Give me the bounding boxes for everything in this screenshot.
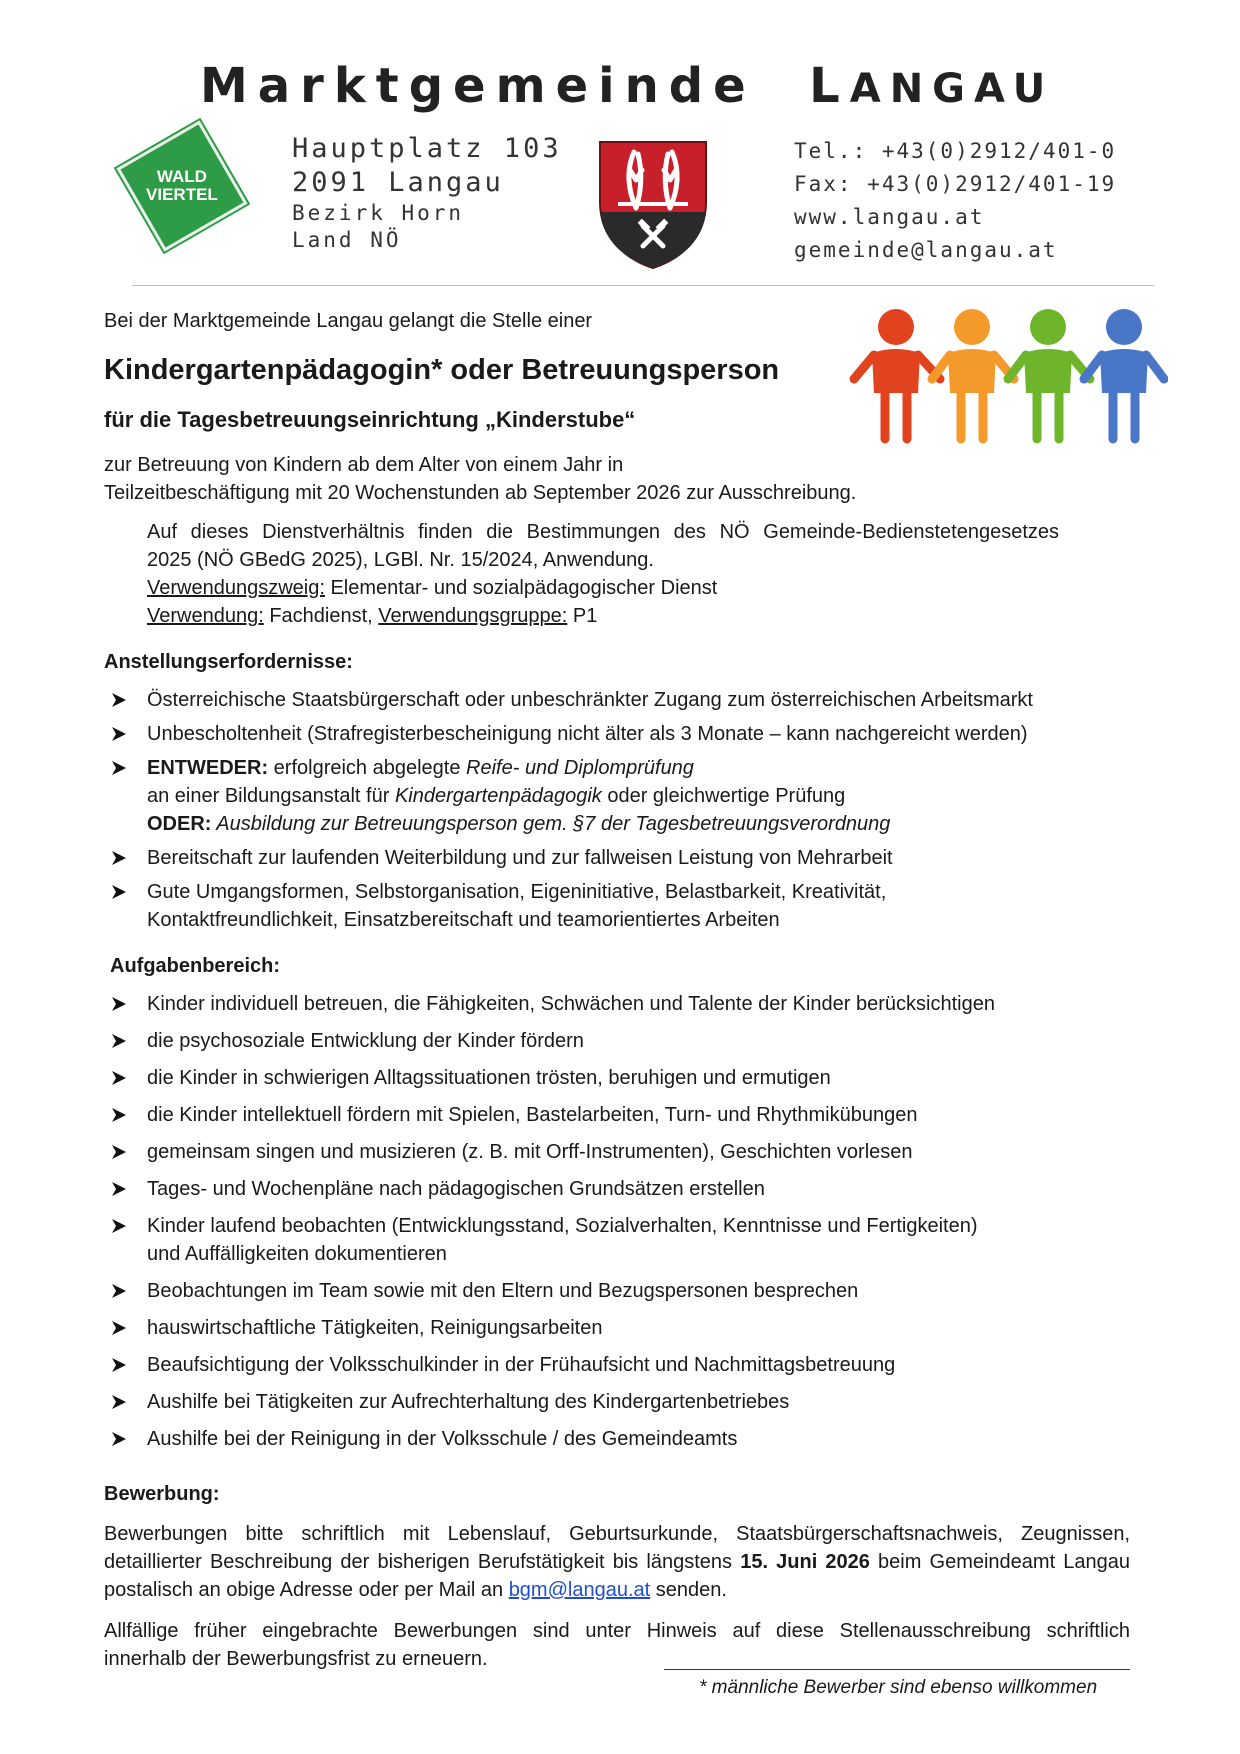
list-item-qualification [104,754,1124,838]
paragraph-text: postalisch an obige Adresse oder per Mail an [104,1579,509,1601]
item-text: Aushilfe bei der Reinigung in der Volksschule / des Gemeindeamts [147,1428,738,1450]
qualification-line-3 [147,810,1124,838]
figure-red [854,309,940,439]
list-item [104,1314,1124,1342]
resubmission-paragraph [104,1617,1130,1673]
children-figures-icon [848,305,1168,447]
tasks-list [104,990,1124,1453]
item-text: Bereitschaft zur laufenden Weiterbildung und zur fallweisen Leistung von Mehrarbeit [147,847,893,869]
or-label: ODER: [147,813,212,835]
item-text: oder gleichwertige Prüfung [601,785,846,807]
legal-line-branch [147,574,1059,602]
arrow-bullet-icon [112,1145,126,1159]
list-item [104,1027,1124,1055]
item-text: die psychosoziale Entwicklung der Kinder fördern [147,1030,584,1052]
badge-line-1: WALD [156,167,208,187]
qualification-line-2 [147,782,1124,810]
coat-of-arms-icon [598,140,708,270]
scope-line-2: Teilzeitbeschäftigung mit 20 Wochenstunden ab September 2026 zur Ausschreibung. [104,482,857,504]
title-municipality-word: Marktgemeinde [200,58,756,114]
item-text: hauswirtschaftliche Tätigkeiten, Reinigungsarbeiten [147,1317,603,1339]
arrow-bullet-icon [112,1358,126,1372]
paragraph-line: Allfällige früher eingebrachte Bewerbungen sind unter Hinweis auf diese Stellenausschreibung schriftlich [104,1620,1130,1642]
letterhead-title [200,58,1100,114]
intro-text: Bei der Marktgemeinde Langau gelangt die Stelle einer [104,310,593,332]
footnote-divider [664,1669,1130,1670]
email-link[interactable]: bgm@langau.at [508,1579,651,1601]
badge-line-2: VIERTEL [146,185,218,205]
alternative-training: Ausbildung zur Betreuungsperson gem. §7 der Tagesbetreuungsverordnung [211,813,891,835]
paragraph-text: beim Gemeindeamt Langau [869,1551,1131,1573]
item-text: erfolgreich abgelegte [268,757,467,779]
letterhead-divider [132,285,1154,286]
item-text: Gute Umgangsformen, Selbstorganisation, Eigeninitiative, Belastbarkeit, Kreativität, [147,881,887,903]
branch-label: Verwendungszweig: [147,577,325,599]
item-text: die Kinder in schwierigen Alltagssituationen trösten, beruhigen und ermutigen [147,1067,831,1089]
arrow-bullet-icon [112,885,126,899]
school-type: Kindergartenpädagogik [394,785,602,807]
list-item [104,1277,1124,1305]
item-text: Beobachtungen im Team sowie mit den Eltern und Bezugspersonen besprechen [147,1280,859,1302]
requirements-list [104,686,1124,934]
legal-line-2: 2025 (NÖ GBedG 2025), LGBl. Nr. 15/2024, Anwendung. [147,549,654,571]
contact-fax: Fax: +43(0)2912/401-19 [794,172,1117,196]
group-value: P1 [567,605,598,627]
either-label: ENTWEDER: [147,757,269,779]
application-heading: Bewerbung: [104,1483,220,1505]
job-title-heading: Kindergartenpädagogin* oder Betreuungsperson [104,354,780,386]
arrow-bullet-icon [112,1071,126,1085]
figure-orange [932,309,1014,439]
item-text: gemeinsam singen und musizieren (z. B. mit Orff-Instrumenten), Geschichten vorlesen [147,1141,913,1163]
address-block [292,132,562,254]
item-text: Kontaktfreundlichkeit, Einsatzbereitschaft und teamorientiertes Arbeiten [147,909,780,931]
address-street: Hauptplatz 103 [292,133,562,164]
usage-value: Fachdienst, [263,605,379,627]
arrow-bullet-icon [112,1432,126,1446]
item-text: und Auffälligkeiten dokumentieren [147,1243,447,1265]
item-text: Aushilfe bei Tätigkeiten zur Aufrechterhaltung des Kindergartenbetriebes [147,1391,790,1413]
item-text: Österreichische Staatsbürgerschaft oder unbeschränkter Zugang zum österreichischen Arbeitsmarkt [147,689,1033,711]
paragraph-line-deadline [104,1548,1130,1576]
arrow-bullet-icon [112,1034,126,1048]
application-paragraph [104,1520,1130,1604]
contact-website: www.langau.at [794,205,985,229]
item-text: Kinder individuell betreuen, die Fähigkeiten, Schwächen und Talente der Kinder berücksichtigen [147,993,995,1015]
facility-subheading: für die Tagesbetreuungseinrichtung „Kinderstube“ [104,407,636,432]
paragraph-line: Bewerbungen bitte schriftlich mit Lebenslauf, Geburtsurkunde, Staatsbürgerschaftsnachweis, Zeugnissen, [104,1523,1130,1545]
list-item [104,1175,1124,1203]
arrow-bullet-icon [112,1395,126,1409]
item-text: die Kinder intellektuell fördern mit Spielen, Bastelarbeiten, Turn- und Rhythmikübungen [147,1104,918,1126]
arrow-bullet-icon [112,1182,126,1196]
item-text: Kinder laufend beobachten (Entwicklungsstand, Sozialverhalten, Kenntnisse und Fertigkeiten) [147,1215,978,1237]
waldviertel-logo [116,120,247,251]
list-item [104,686,1124,714]
legal-line-1: Auf dieses Dienstverhältnis finden die Bestimmungen des NÖ Gemeinde-Bedienstetengesetzes [147,521,1059,543]
arrow-bullet-icon [112,851,126,865]
item-text: an einer Bildungsanstalt für [147,785,395,807]
usage-label: Verwendung: [147,605,264,627]
scope-line-1: zur Betreuung von Kindern ab dem Alter von einem Jahr in [104,454,624,476]
list-item [104,1138,1124,1166]
list-item [104,1388,1124,1416]
contact-block [794,135,1116,267]
paragraph-text: senden. [650,1579,727,1601]
exam-name: Reife- und Diplomprüfung [466,757,694,779]
legal-basis-block [147,518,1059,630]
arrow-bullet-icon [112,1284,126,1298]
paragraph-line-contact [104,1576,1130,1604]
arrow-bullet-icon [112,727,126,741]
list-item [104,1064,1124,1092]
branch-value: Elementar- und sozialpädagogischer Dienst [324,577,718,599]
application-text [104,1520,1130,1673]
tasks-heading: Aufgabenbereich: [110,955,281,977]
list-item [104,1212,1124,1268]
address-district: Bezirk Horn [292,201,465,225]
figure-blue [1084,309,1164,439]
title-place-initial: L [809,58,850,114]
list-item [104,844,1124,872]
figure-green [1008,309,1090,439]
footnote: * männliche Bewerber sind ebenso willkommen [699,1677,1098,1698]
list-item [104,1101,1124,1129]
item-text: Tages- und Wochenpläne nach pädagogischen Grundsätzen erstellen [147,1178,765,1200]
arrow-bullet-icon [112,997,126,1011]
list-item [104,990,1124,1018]
list-item [104,878,1124,934]
arrow-bullet-icon [112,1321,126,1335]
contact-email: gemeinde@langau.at [794,238,1058,262]
title-place-rest: ANGAU [849,66,1055,112]
arrow-bullet-icon [112,1219,126,1233]
paragraph-text: detaillierter Beschreibung der bisherigen Berufstätigkeit bis längstens [104,1551,741,1573]
paragraph-line: innerhalb der Bewerbungsfrist zu erneuern. [104,1648,488,1670]
address-city: 2091 Langau [292,167,504,198]
arrow-bullet-icon [112,1108,126,1122]
qualification-line-1 [147,754,1124,782]
list-item [104,1425,1124,1453]
list-item [104,1351,1124,1379]
group-label: Verwendungsgruppe: [378,605,568,627]
address-state: Land NÖ [292,228,402,252]
item-text: Beaufsichtigung der Volksschulkinder in der Frühaufsicht und Nachmittagsbetreuung [147,1354,896,1376]
arrow-bullet-icon [112,693,126,707]
legal-line-usage [147,602,1059,630]
requirements-heading: Anstellungserfordernisse: [104,651,353,673]
arrow-bullet-icon [112,761,126,775]
deadline-date: 15. Juni 2026 [740,1551,870,1573]
list-item [104,720,1124,748]
item-text: Unbescholtenheit (Strafregisterbescheinigung nicht älter als 3 Monate – kann nachgereicht werden) [147,723,1028,745]
contact-phone: Tel.: +43(0)2912/401-0 [794,139,1117,163]
